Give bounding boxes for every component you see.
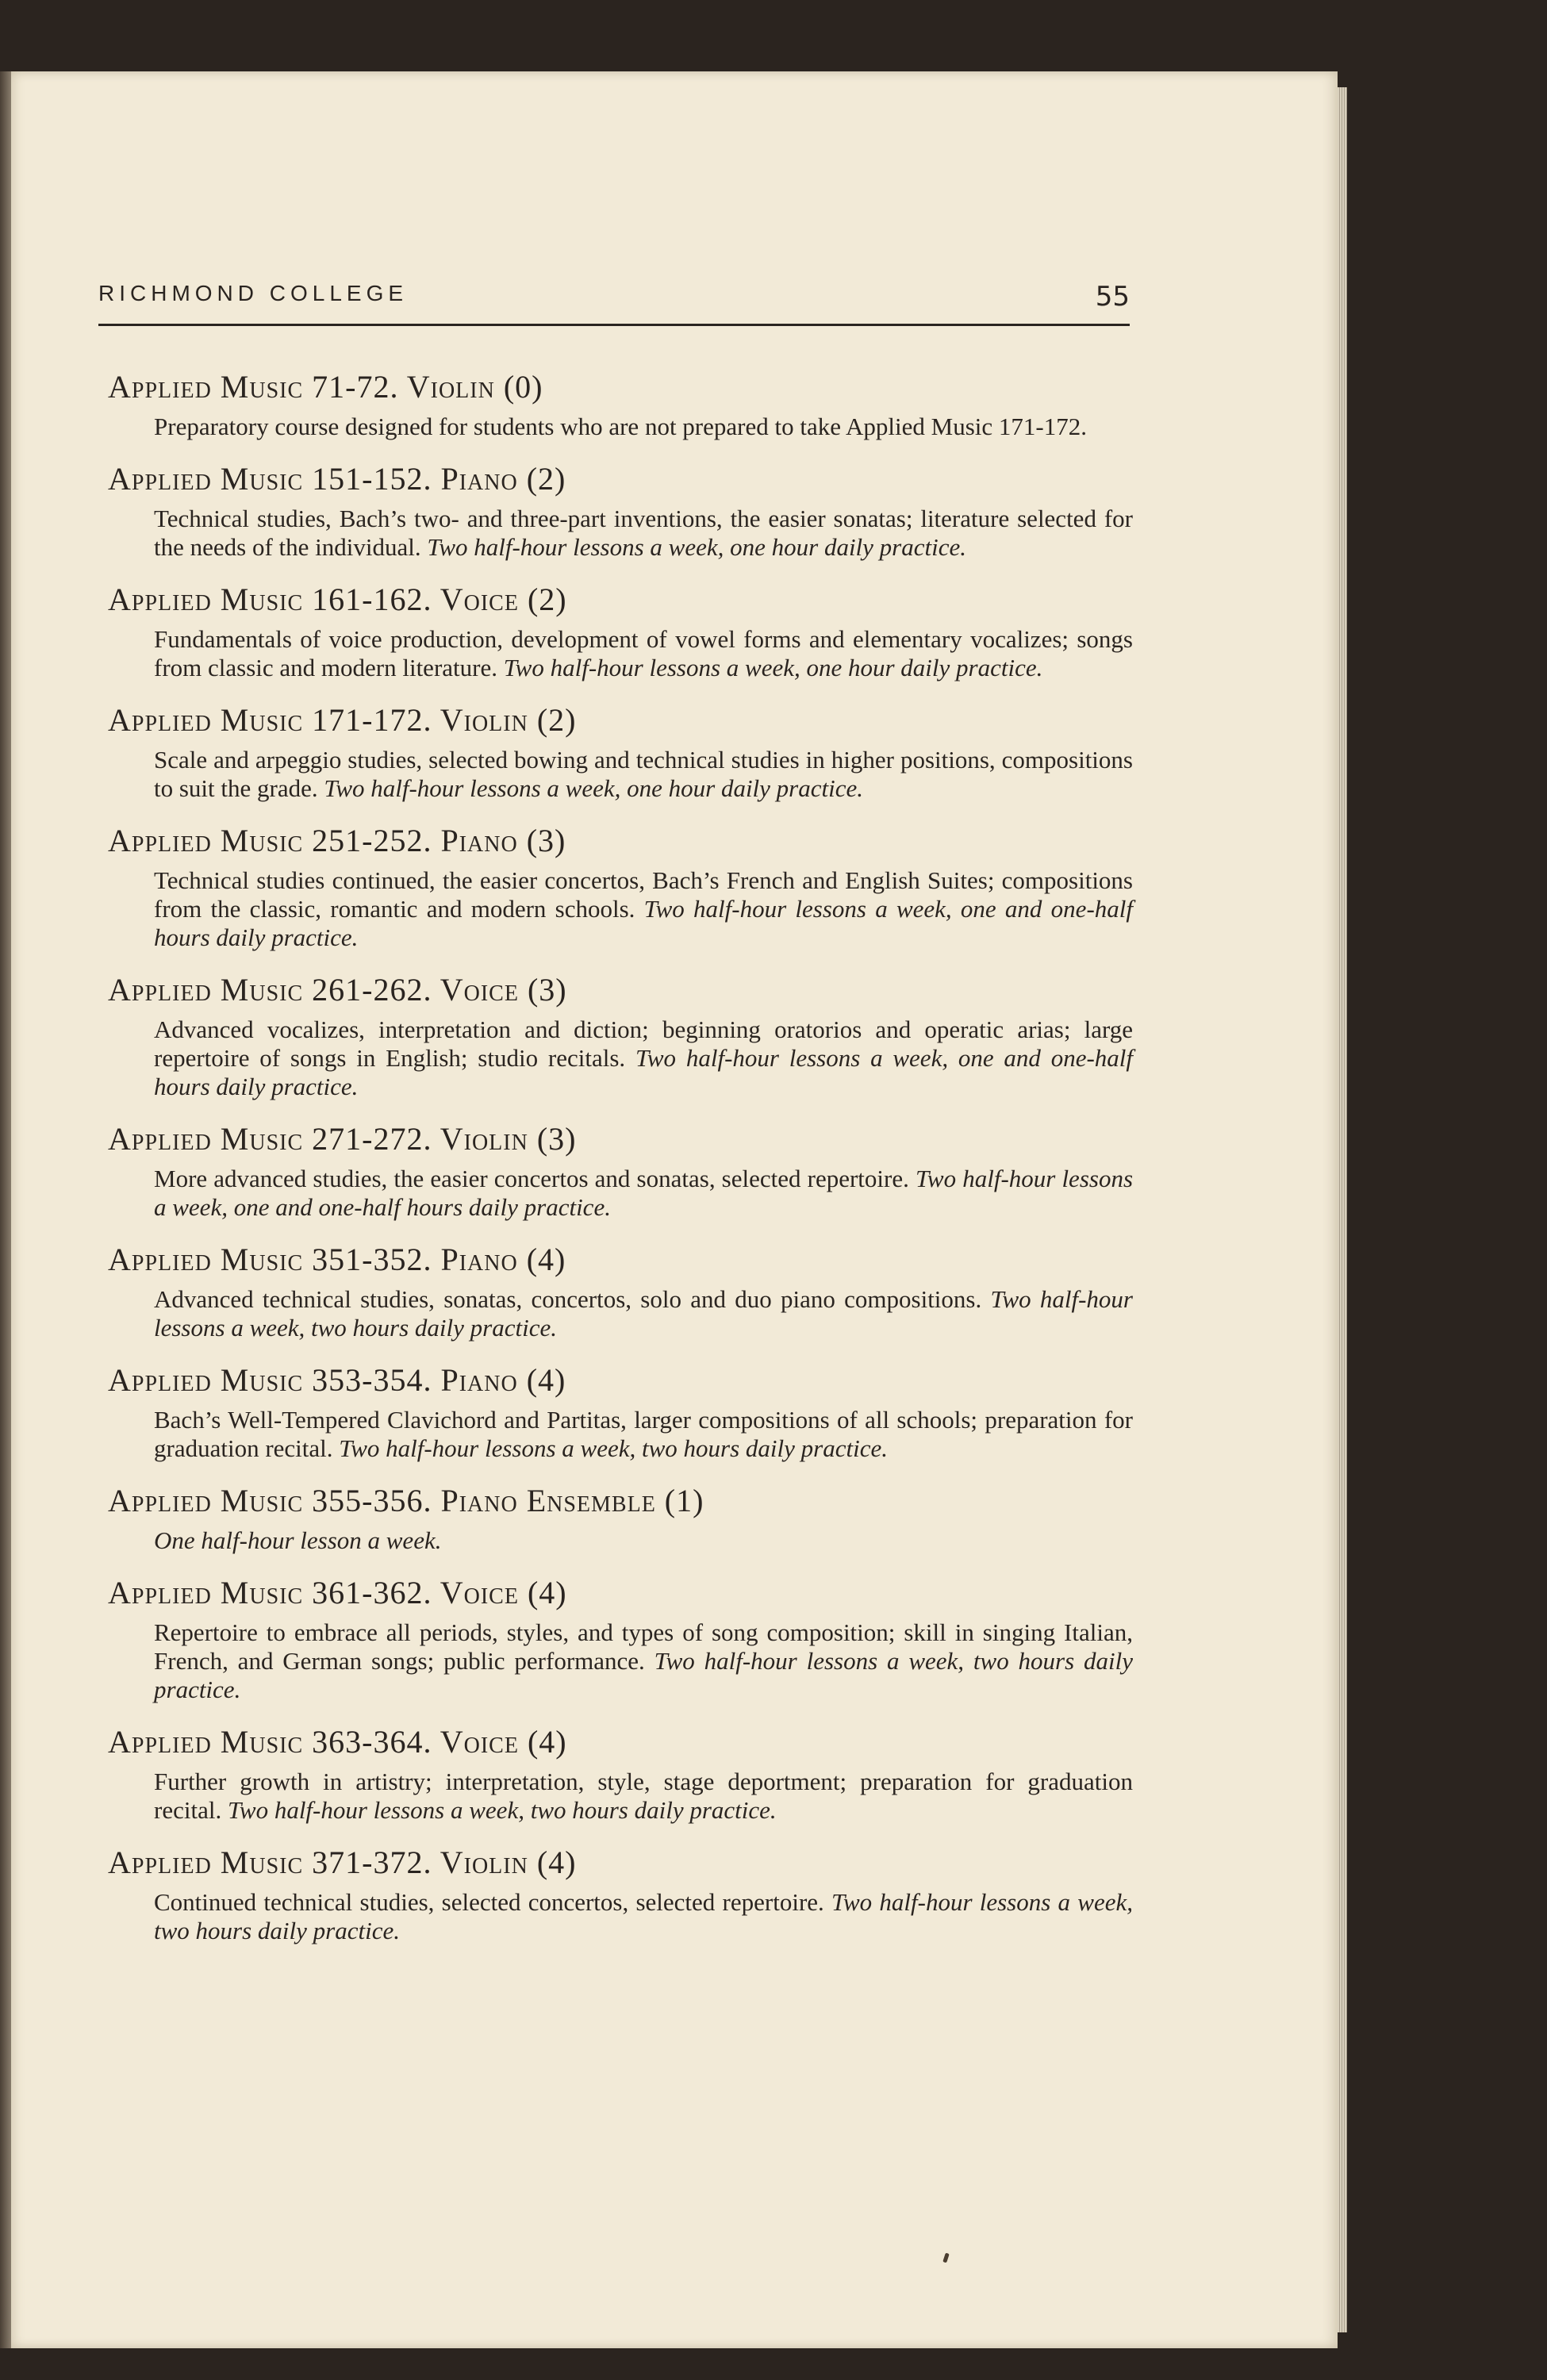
course-entry	[108, 1480, 1133, 1555]
practice-note: Two half-hour lessons a week, one and one-half hours daily practice.	[154, 1165, 1134, 1221]
course-description	[154, 1618, 1133, 1704]
description-text: Scale and arpeggio studies, selected bowing and technical studies in higher positions, compositions to suit the grade.	[154, 746, 1133, 802]
running-header	[98, 274, 1130, 326]
description-text: Technical studies continued, the easier concertos, Bach’s French and English Suites; compositions from the classic, romantic and modern schools.	[154, 866, 1133, 923]
course-heading: Applied Music 351-352. Piano (4)	[108, 1242, 566, 1277]
description-text: Repertoire to embrace all periods, styles, and types of song composition; skill in singing Italian, French, and German songs; public performance.	[154, 1618, 1133, 1675]
course-entry	[108, 1360, 1133, 1463]
course-heading: Applied Music 151-152. Piano (2)	[108, 461, 566, 497]
practice-note: Two half-hour lessons a week, two hours daily practice.	[227, 1796, 777, 1824]
course-description	[154, 625, 1133, 682]
practice-note: Two half-hour lessons a week, two hours daily practice.	[339, 1434, 888, 1462]
practice-note: Two half-hour lessons a week, one and one-half hours daily practice.	[154, 895, 1133, 951]
course-description	[154, 1285, 1133, 1342]
course-heading: Applied Music 261-262. Voice (3)	[108, 972, 567, 1008]
practice-note: Two half-hour lessons a week, one hour daily practice.	[324, 774, 863, 802]
course-entry	[108, 1722, 1133, 1825]
course-description	[154, 413, 1133, 441]
course-entry	[108, 1119, 1133, 1222]
course-description	[154, 1406, 1133, 1463]
course-description	[154, 1165, 1133, 1222]
practice-note: Two half-hour lessons a week, one and one-half hours daily practice.	[154, 1044, 1134, 1100]
description-text: Technical studies, Bach’s two- and three-part inventions, the easier sonatas; literature selected for the needs of the individual.	[154, 505, 1133, 561]
practice-note: Two half-hour lessons a week, two hours daily practice.	[154, 1888, 1134, 1944]
course-description	[154, 866, 1133, 952]
course-heading: Applied Music 251-252. Piano (3)	[108, 823, 566, 858]
course-heading: Applied Music 363-364. Voice (4)	[108, 1724, 567, 1760]
course-heading: Applied Music 71-72. Violin (0)	[108, 369, 543, 405]
course-entry	[108, 1842, 1133, 1945]
practice-note: Two half-hour lessons a week, one hour daily practice.	[427, 533, 966, 561]
course-description	[154, 1015, 1133, 1101]
course-description	[154, 1526, 1133, 1555]
description-text: Continued technical studies, selected concertos, selected repertoire.	[154, 1888, 824, 1916]
course-entry	[108, 700, 1133, 803]
course-heading: Applied Music 161-162. Voice (2)	[108, 582, 567, 617]
course-entries	[108, 367, 1133, 1963]
course-entry	[108, 367, 1133, 441]
course-description	[154, 746, 1133, 803]
course-description	[154, 1768, 1133, 1825]
page-stack-edge	[1338, 87, 1347, 2332]
course-heading: Applied Music 355-356. Piano Ensemble (1)	[108, 1483, 704, 1518]
practice-note: Two half-hour lessons a week, two hours daily practice.	[154, 1647, 1134, 1703]
description-text: Fundamentals of voice production, development of vowel forms and elementary vocalizes; songs from classic and modern literature.	[154, 625, 1133, 681]
practice-note: Two half-hour lessons a week, one hour daily practice.	[503, 654, 1043, 681]
course-heading: Applied Music 271-272. Violin (3)	[108, 1121, 577, 1157]
description-text: Further growth in artistry; interpretation, style, stage deportment; preparation for graduation recital.	[154, 1768, 1133, 1824]
course-entry	[108, 459, 1133, 562]
course-description	[154, 1888, 1133, 1945]
description-text: More advanced studies, the easier concertos and sonatas, selected repertoire.	[154, 1165, 909, 1192]
course-heading: Applied Music 353-354. Piano (4)	[108, 1362, 566, 1398]
description-text: Bach’s Well-Tempered Clavichord and Partitas, larger compositions of all schools; preparation for graduation recital.	[154, 1406, 1133, 1462]
course-heading: Applied Music 371-372. Violin (4)	[108, 1844, 577, 1880]
course-entry	[108, 1239, 1133, 1342]
course-entry	[108, 1572, 1133, 1704]
course-entry	[108, 969, 1133, 1101]
course-description	[154, 505, 1133, 562]
course-heading: Applied Music 361-362. Voice (4)	[108, 1575, 567, 1610]
practice-note: One half-hour lesson a week.	[154, 1526, 442, 1554]
description-text: Advanced technical studies, sonatas, concertos, solo and duo piano compositions.	[154, 1285, 982, 1313]
running-title: RICHMOND COLLEGE	[98, 281, 409, 305]
description-text: Preparatory course designed for students who are not prepared to take Applied Music 171-172.	[154, 413, 1087, 440]
course-heading: Applied Music 171-172. Violin (2)	[108, 702, 577, 738]
course-entry	[108, 579, 1133, 682]
page-number: 55	[1095, 281, 1130, 313]
practice-note: Two half-hour lessons a week, two hours daily practice.	[154, 1285, 1133, 1342]
description-text: Advanced vocalizes, interpretation and diction; beginning oratorios and operatic arias; large repertoire of songs in English; studio recitals.	[154, 1015, 1133, 1072]
course-entry	[108, 820, 1133, 952]
